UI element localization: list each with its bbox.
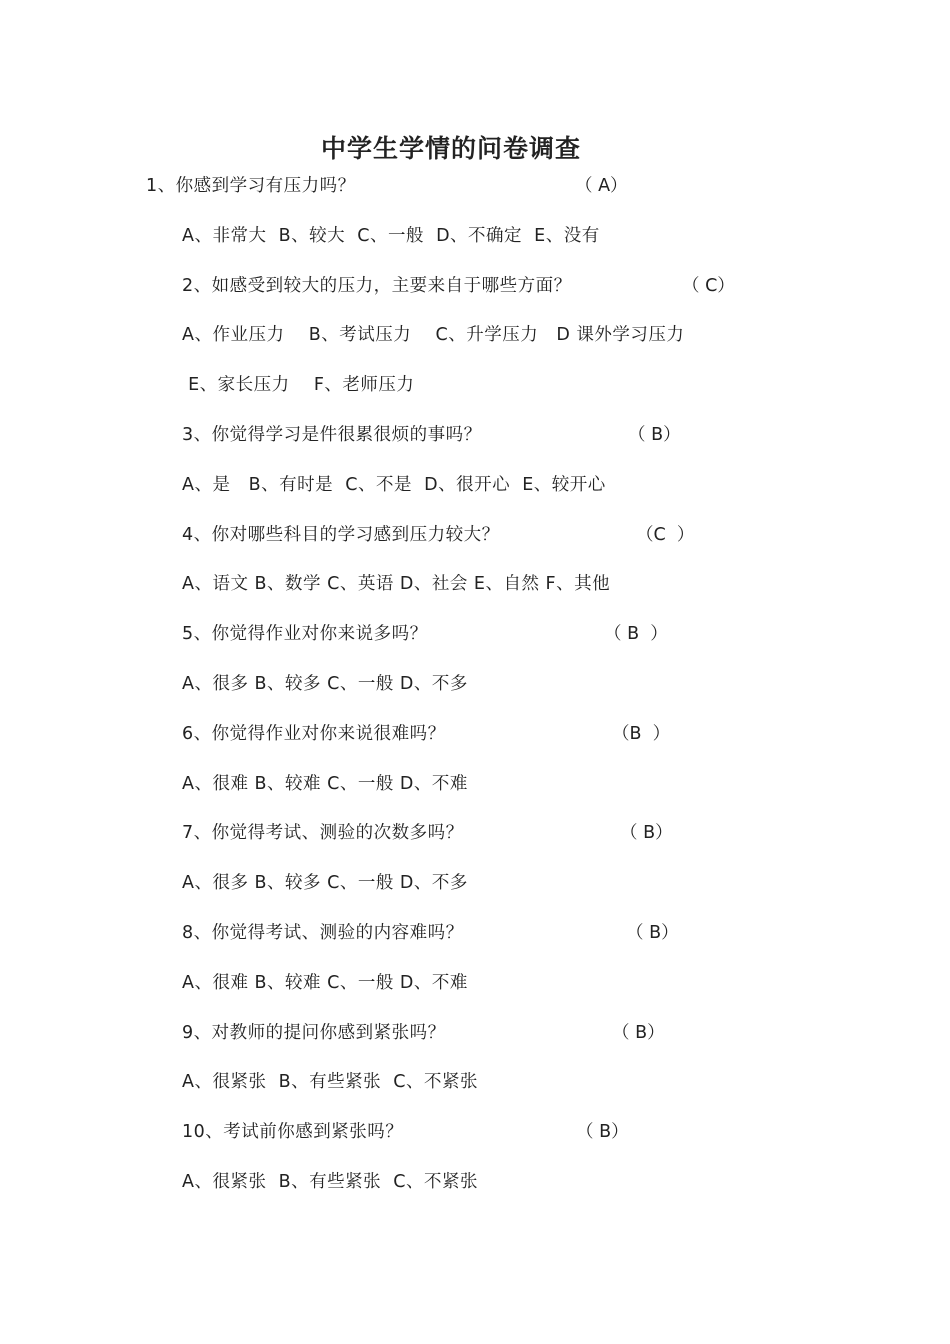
options-2a: A、作业压力 B、考试压力 C、升学压力 D 课外学习压力 xyxy=(182,325,685,345)
options-4: A、语文 B、数学 C、英语 D、社会 E、自然 F、其他 xyxy=(182,574,611,594)
question-4: 4、你对哪些科目的学习感到压力较大？ xyxy=(182,525,500,545)
question-8: 8、你觉得考试、测验的内容难吗？ xyxy=(182,923,464,943)
answer-5: （ B ） xyxy=(604,624,668,644)
options-10: A、很紧张 B、有些紧张 C、不紧张 xyxy=(182,1172,478,1192)
options-3: A、是 B、有时是 C、不是 D、很开心 E、较开心 xyxy=(182,475,606,495)
options-8: A、很难 B、较难 C、一般 D、不难 xyxy=(182,973,468,993)
answer-7: （ B） xyxy=(620,823,673,843)
answer-8: （ B） xyxy=(626,923,679,943)
answer-1: （ A） xyxy=(575,176,628,196)
options-7: A、很多 B、较多 C、一般 D、不多 xyxy=(182,873,468,893)
options-6: A、很难 B、较难 C、一般 D、不难 xyxy=(182,774,468,794)
question-7: 7、你觉得考试、测验的次数多吗？ xyxy=(182,823,464,843)
answer-10: （ B） xyxy=(576,1122,629,1142)
answer-2: （ C） xyxy=(682,276,735,296)
answer-9: （ B） xyxy=(612,1023,665,1043)
question-2: 2、如感受到较大的压力，主要来自于哪些方面？ xyxy=(182,276,572,296)
options-2b: E、家长压力 F、老师压力 xyxy=(182,375,415,395)
question-10: 10、考试前你感到紧张吗？ xyxy=(182,1122,404,1142)
question-3: 3、你觉得学习是件很累很烦的事吗？ xyxy=(182,425,482,445)
answer-4: （C ） xyxy=(636,525,695,545)
options-5: A、很多 B、较多 C、一般 D、不多 xyxy=(182,674,468,694)
question-9: 9、对教师的提问你感到紧张吗？ xyxy=(182,1023,446,1043)
answer-3: （ B） xyxy=(628,425,681,445)
question-5: 5、你觉得作业对你来说多吗？ xyxy=(182,624,428,644)
question-1: 1、你感到学习有压力吗？ xyxy=(146,176,356,196)
options-1: A、非常大 B、较大 C、一般 D、不确定 E、没有 xyxy=(182,226,600,246)
question-6: 6、你觉得作业对你来说很难吗？ xyxy=(182,724,446,744)
answer-6: （B ） xyxy=(612,724,671,744)
options-9: A、很紧张 B、有些紧张 C、不紧张 xyxy=(182,1072,478,1092)
page-title: 中学生学情的问卷调查 xyxy=(320,134,581,163)
